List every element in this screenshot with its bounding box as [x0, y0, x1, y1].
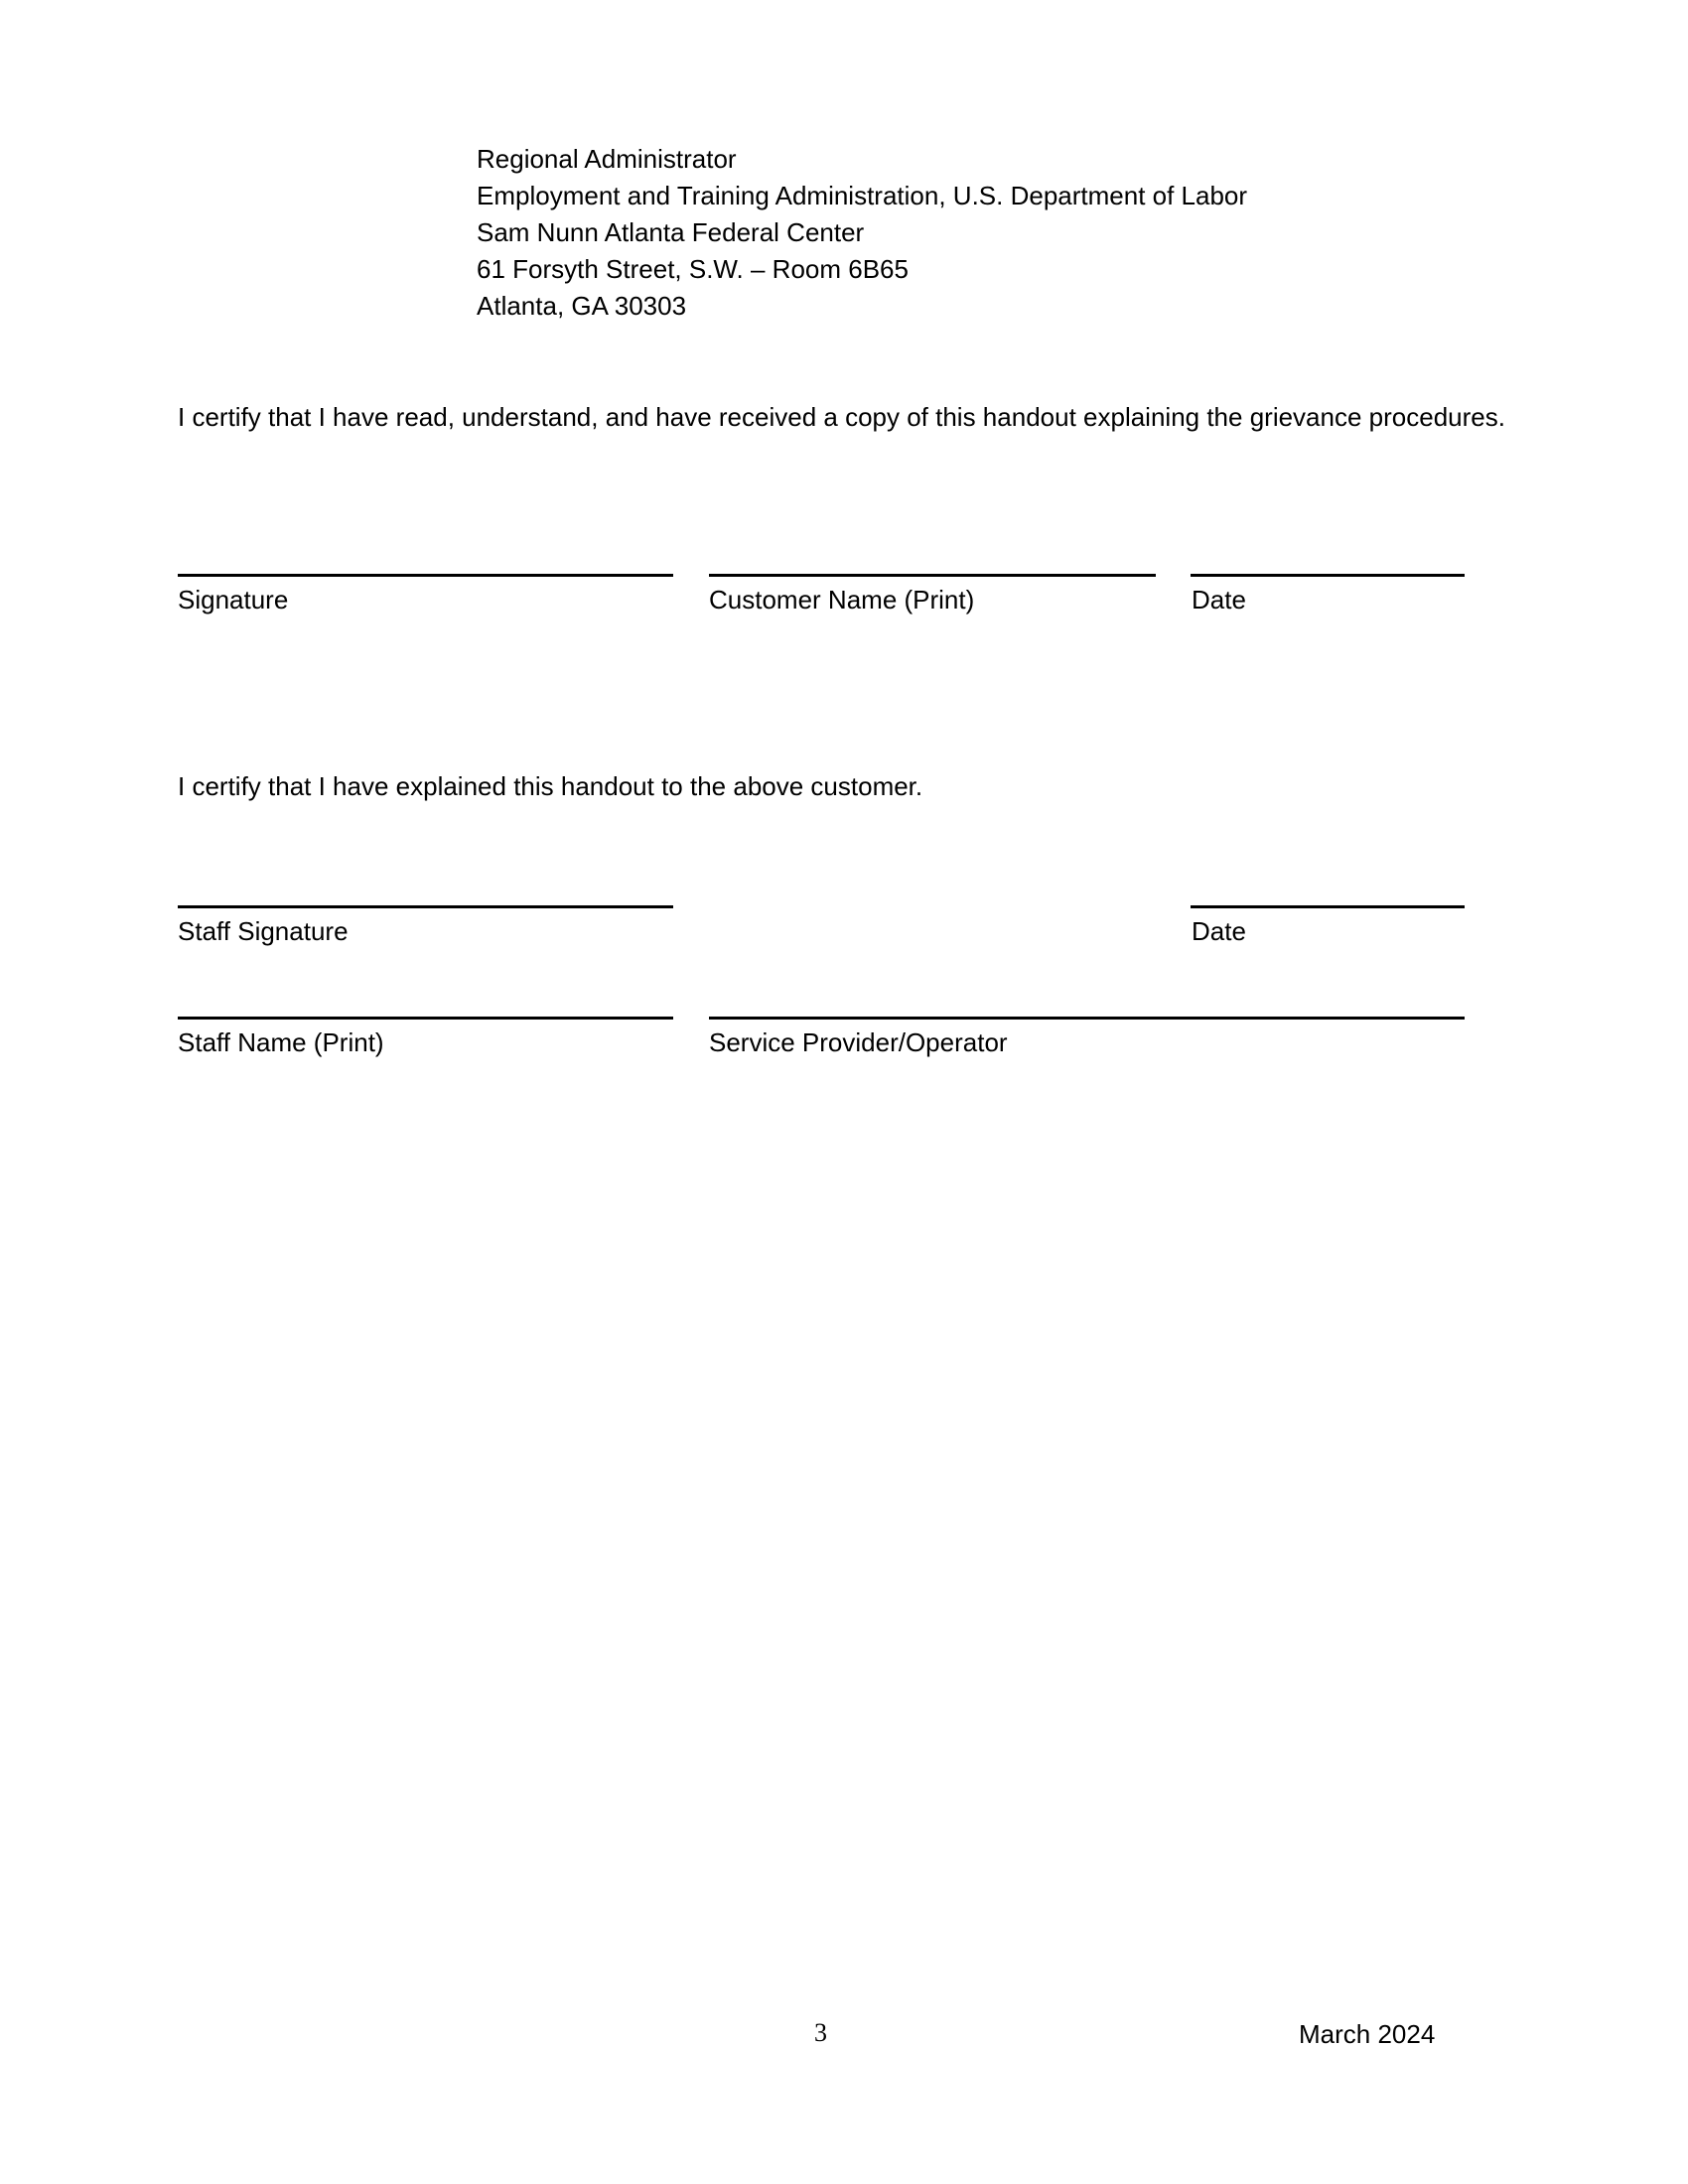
customer-name-label: Customer Name (Print): [709, 585, 975, 614]
address-line: Atlanta, GA 30303: [477, 291, 687, 321]
address-line: Regional Administrator: [477, 144, 737, 174]
customer-certification-text: I certify that I have read, understand, and have received a copy of this handout explaining the grievance procedures.: [178, 402, 1505, 432]
staff-date-label: Date: [1192, 916, 1246, 946]
address-line: Employment and Training Administration, U.S. Department of Labor: [477, 181, 1248, 210]
address-line: 61 Forsyth Street, S.W. – Room 6B65: [477, 254, 909, 284]
mailing-address: [477, 141, 1247, 325]
staff-signature-label: Staff Signature: [178, 916, 349, 946]
staff-certification-text: I certify that I have explained this handout to the above customer.: [178, 771, 923, 801]
customer-name-line[interactable]: [709, 574, 1156, 577]
service-provider-line[interactable]: [709, 1017, 1465, 1020]
footer-date: March 2024: [1299, 2019, 1436, 2049]
customer-date-line[interactable]: [1191, 574, 1465, 577]
customer-date-label: Date: [1192, 585, 1246, 614]
customer-signature-line[interactable]: [178, 574, 673, 577]
staff-name-line[interactable]: [178, 1017, 673, 1020]
service-provider-label: Service Provider/Operator: [709, 1027, 1008, 1057]
page-number: 3: [814, 2018, 827, 2047]
staff-date-line[interactable]: [1191, 905, 1465, 908]
address-line: Sam Nunn Atlanta Federal Center: [477, 217, 865, 247]
staff-signature-line[interactable]: [178, 905, 673, 908]
customer-signature-label: Signature: [178, 585, 289, 614]
staff-name-label: Staff Name (Print): [178, 1027, 384, 1057]
